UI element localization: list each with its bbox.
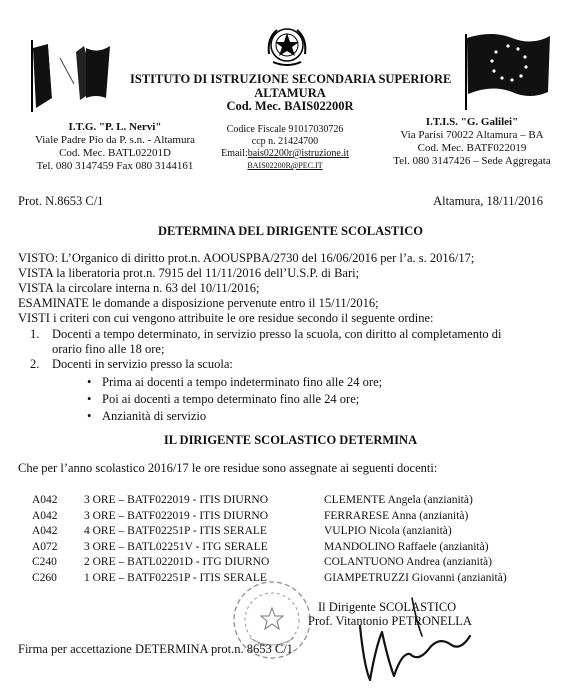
premise-line: ESAMINATE le domande a disposizione pervenute entro il 15/11/2016; xyxy=(18,296,379,310)
itis-name: I.T.I.S. "G. Galilei" xyxy=(425,116,519,128)
criterion-text: Docenti a tempo determinato, in servizio presso la scuola, con diritto al completamento di xyxy=(52,327,502,341)
criterion-text: orario fino alle 18 ore; xyxy=(52,342,165,356)
table-row xyxy=(32,555,507,571)
criterion-number: 2. xyxy=(30,357,40,371)
email-label: Email: xyxy=(221,148,248,159)
itg-name: I.T.G. "P. L. Nervi" xyxy=(68,121,162,133)
signature-name: Prof. Vitantonio PETRONELLA xyxy=(308,614,472,628)
sub-criterion-item: • Prima ai docenti a tempo indeterminato fino alle 24 ore; xyxy=(84,374,382,391)
ccp-number: ccp n. 21424700 xyxy=(251,136,319,147)
criterion-item xyxy=(30,357,502,372)
pec-link[interactable]: BAIS02200R@PEC.IT xyxy=(247,161,323,170)
criteria-list xyxy=(30,327,502,372)
class-code: A042 xyxy=(32,494,58,506)
place-date: Altamura, 18/11/2016 xyxy=(433,194,543,208)
teacher-name: VULPIO Nicola (anzianità) xyxy=(324,525,452,537)
premise-line: VISTA la liberatoria prot.n. 7915 del 11/11/2016 dell’U.S.P. di Bari; xyxy=(18,266,360,280)
assignments-table xyxy=(32,493,507,586)
premises-list xyxy=(18,251,474,326)
email-line xyxy=(205,148,365,160)
teacher-name: CLEMENTE Angela (anzianità) xyxy=(324,494,473,506)
assignment-intro: Che per l’anno scolastico 2016/17 le ore residue sono assegnate ai seguenti docenti: xyxy=(18,461,438,475)
criterion-text: Docenti in servizio presso la scuola: xyxy=(52,357,233,371)
sub-criterion-item: • Anzianità di servizio xyxy=(84,408,382,425)
teacher-name: GIAMPETRUZZI Giovanni (anzianità) xyxy=(324,571,507,584)
hours-detail: 2 ORE – BATL02201D - ITG DIURNO xyxy=(84,556,270,568)
itis-address: Via Parisi 70022 Altamura – BA xyxy=(400,129,544,141)
itis-phone: Tel. 080 3147426 – Sede Aggregata xyxy=(393,155,551,167)
signature-role: Il Dirigente SCOLASTICO xyxy=(318,600,457,614)
hours-detail: 4 ORE – BATF02251P - ITIS SERALE xyxy=(84,525,267,537)
teacher-name: MANDOLINO Raffaele (anzianità) xyxy=(324,540,489,553)
criterion-number: 1. xyxy=(30,327,40,341)
teacher-name: COLANTUONO Andrea (anzianità) xyxy=(324,556,492,568)
class-code: A042 xyxy=(32,525,58,537)
criterion-item-continuation xyxy=(30,342,502,357)
institute-name: ISTITUTO DI ISTRUZIONE SECONDARIA SUPERIORE xyxy=(130,72,452,86)
hours-detail: 3 ORE – BATF022019 - ITIS DIURNO xyxy=(84,509,268,522)
premise-line: VISTA la circolare interna n. 63 del 10/11/2016; xyxy=(18,281,260,295)
table-row xyxy=(32,509,507,525)
institute-mec-code: Cod. Mec. BAIS02200R xyxy=(226,99,354,113)
hours-detail: 1 ORE – BATF02251P - ITIS SERALE xyxy=(84,571,267,584)
class-code: C260 xyxy=(32,571,57,584)
acceptance-signature-line: Firma per accettazione DETERMINA prot.n. 8653 C/1 xyxy=(18,642,293,656)
email-link[interactable]: bais02200r@istruzione.it xyxy=(247,148,349,159)
sub-criteria-list xyxy=(84,374,382,425)
premise-line: VISTI i criteri con cui vengono attribuite le ore residue secondo il seguente ordine: xyxy=(18,311,434,325)
institute-city: ALTAMURA xyxy=(254,86,326,100)
itg-code: Cod. Mec. BATL02201D xyxy=(59,147,171,159)
teacher-name: FERRARESE Anna (anzianità) xyxy=(324,509,469,522)
italian-flag-icon xyxy=(30,38,112,112)
table-row xyxy=(32,493,507,509)
protocol-number: Prot. N.8653 C/1 xyxy=(18,194,104,208)
premise-line: VISTO: L’Organico di diritto prot.n. AOOUSPBA/2730 del 16/06/2016 per l’a. s. 2016/17; xyxy=(18,251,475,265)
italian-republic-emblem-icon xyxy=(263,24,311,68)
class-code: C240 xyxy=(32,556,57,568)
decision-title: IL DIRIGENTE SCOLASTICO DETERMINA xyxy=(163,433,418,447)
itg-address: Viale Padre Pio da P. s.n. - Altamura xyxy=(34,134,196,146)
eu-flag-icon xyxy=(462,30,552,110)
table-row xyxy=(32,524,507,540)
class-code: A072 xyxy=(32,540,58,553)
criterion-item xyxy=(30,327,502,342)
hours-detail: 3 ORE – BATF022019 - ITIS DIURNO xyxy=(84,494,268,506)
fiscal-code: Codice Fiscale 91017030726 xyxy=(226,124,344,135)
document-title: DETERMINA DEL DIRIGENTE SCOLASTICO xyxy=(158,224,423,238)
table-row xyxy=(32,540,507,556)
itg-phone: Tel. 080 3147459 Fax 080 3144161 xyxy=(36,160,194,172)
sub-criterion-item: • Poi ai docenti a tempo determinato fino alle 24 ore; xyxy=(84,391,382,408)
itis-code: Cod. Mec. BATF022019 xyxy=(417,142,527,154)
hours-detail: 3 ORE – BATL02251V - ITG SERALE xyxy=(84,540,268,553)
class-code: A042 xyxy=(32,509,58,522)
